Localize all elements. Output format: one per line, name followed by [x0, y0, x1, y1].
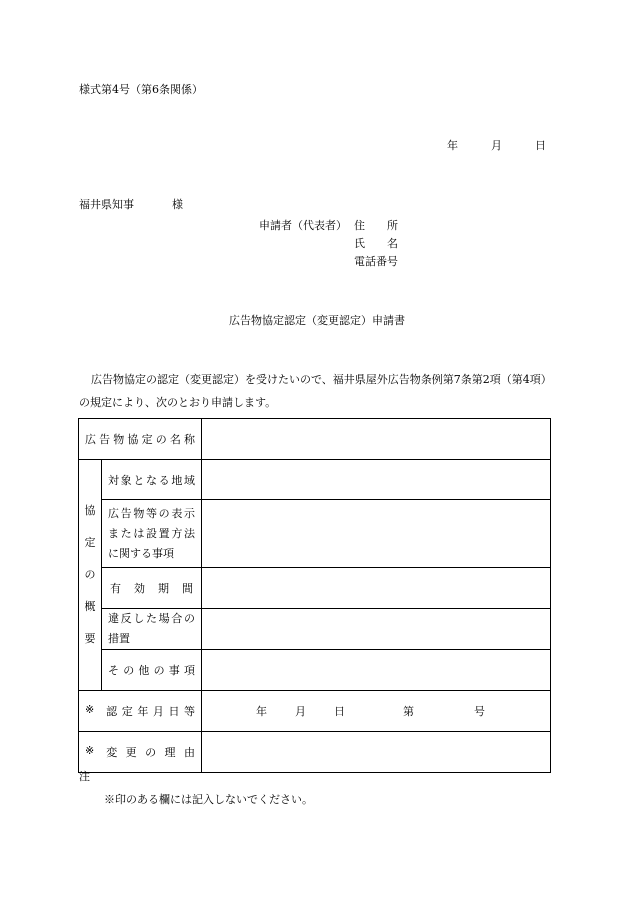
- body-text-line-2: の規定により、次のとおり申請します。: [79, 396, 277, 409]
- applicant-label: 申請者（代表者）: [259, 219, 347, 232]
- certification-date-text: 認定年月日等: [106, 705, 195, 718]
- date-month: 月: [491, 139, 502, 152]
- valid-period-field[interactable]: [202, 568, 551, 609]
- change-reason-text: 変更の理由: [106, 746, 195, 759]
- overview-char: の: [84, 568, 96, 581]
- body-text-line-1: 広告物協定の認定（変更認定）を受けたいので、福井県屋外広告物条例第7条第2項（第4項）: [91, 373, 552, 386]
- agreement-name-field[interactable]: [202, 419, 551, 460]
- application-table: [78, 418, 551, 773]
- certification-date-field: [202, 691, 551, 732]
- violation-line-1: 違反した場合の: [108, 612, 195, 625]
- cert-year: 年: [256, 705, 267, 718]
- document-title: 広告物協定認定（変更認定）申請書: [229, 314, 405, 327]
- display-method-field[interactable]: [202, 500, 551, 568]
- overview-char: 協: [84, 504, 96, 517]
- target-area-label: 対象となる地域: [102, 460, 202, 500]
- cert-number-suffix: 号: [474, 705, 485, 718]
- agreement-name-label: 広告物協定の名称: [79, 419, 202, 460]
- violation-measures-field[interactable]: [202, 609, 551, 650]
- applicant-name: 氏 名: [354, 237, 398, 250]
- overview-char: 要: [84, 632, 96, 645]
- official-use-mark: ※: [85, 703, 95, 716]
- valid-period-label: 有効期間: [102, 568, 202, 609]
- agreement-overview-label: [79, 460, 102, 691]
- date-line: [447, 137, 546, 153]
- official-use-mark: ※: [85, 744, 95, 757]
- violation-line-2: 措置: [108, 632, 130, 645]
- applicant-phone: 電話番号: [354, 255, 398, 268]
- addressee-honorific: 様: [172, 198, 183, 211]
- note-label: 注: [79, 770, 90, 783]
- addressee-name: 福井県知事: [79, 198, 134, 211]
- display-method-line-3: に関する事項: [108, 546, 174, 560]
- display-method-label: [102, 500, 202, 568]
- certification-date-label: [79, 691, 202, 732]
- other-matters-label: その他の事項: [102, 650, 202, 691]
- cert-day: 日: [334, 705, 345, 718]
- applicant-address: 住 所: [354, 219, 398, 232]
- addressee: [79, 196, 183, 212]
- other-matters-field[interactable]: [202, 650, 551, 691]
- overview-char: 概: [84, 600, 96, 613]
- date-day: 日: [535, 139, 546, 152]
- change-reason-label: [79, 732, 202, 773]
- violation-measures-label: [102, 609, 202, 650]
- display-method-line-1: 広告物等の表示: [108, 506, 195, 520]
- display-method-line-2: または設置方法: [108, 526, 195, 540]
- cert-number-prefix: 第: [403, 705, 414, 718]
- form-number: 様式第4号（第6条関係）: [79, 83, 203, 96]
- date-year: 年: [447, 139, 458, 152]
- cert-month: 月: [295, 705, 306, 718]
- change-reason-field: [202, 732, 551, 773]
- note-text: ※印のある欄には記入しないでください。: [104, 793, 313, 806]
- overview-char: 定: [84, 536, 96, 549]
- applicant-fields: [354, 217, 398, 271]
- target-area-field[interactable]: [202, 460, 551, 500]
